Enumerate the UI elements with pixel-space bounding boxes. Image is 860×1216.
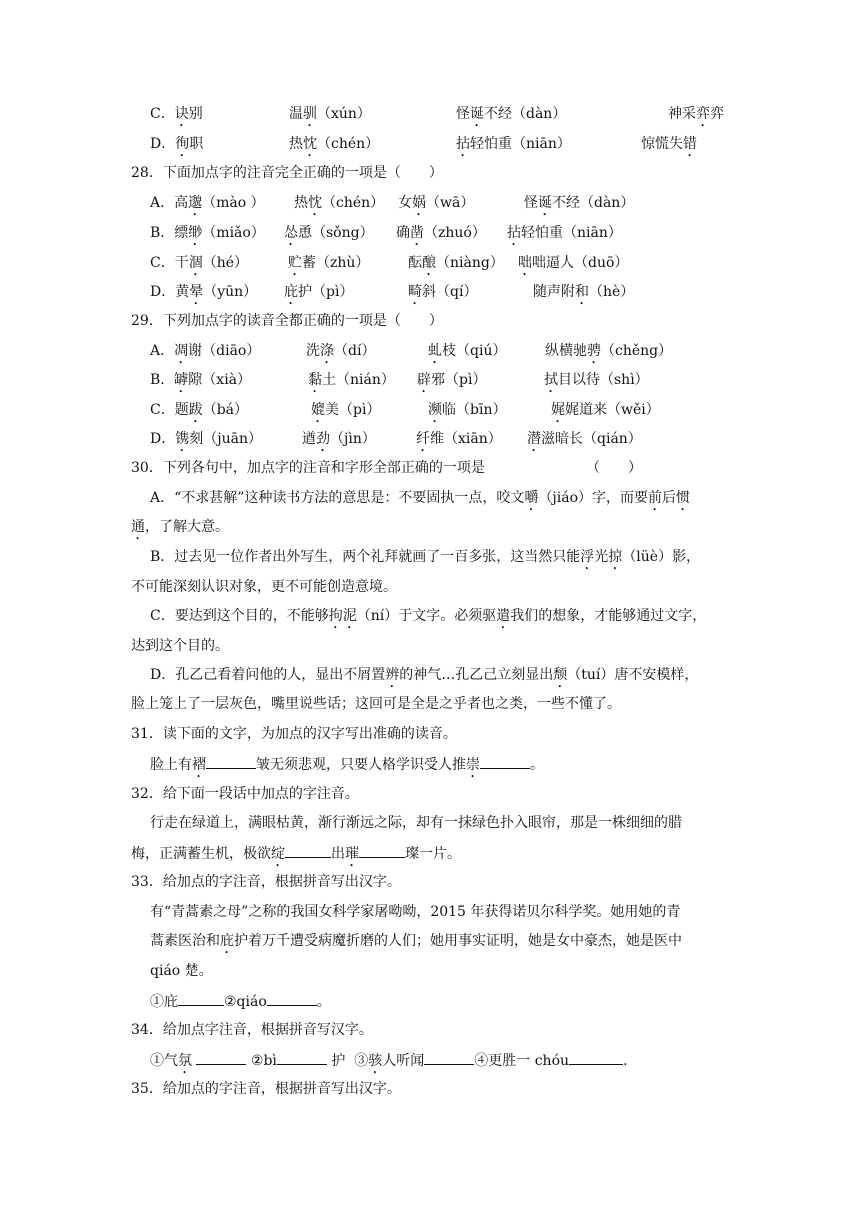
q32-para-line2: 梅，正满蓄生机，极欲绽 出璀 璨一片。: [131, 843, 461, 865]
q28-c-1: C．干涸（hé）: [150, 255, 249, 271]
q31-blank-1[interactable]: [206, 754, 256, 769]
q27-d-4: 惊慌失错: [641, 136, 697, 152]
q29-c-4: 娓娓道来（wěi）: [551, 402, 660, 418]
q29-c-2: 媲美（pì）: [311, 402, 381, 418]
q27-d-2: 热忱（chén）: [289, 136, 380, 152]
q28-d-3: 畸斜（qí）: [408, 284, 478, 300]
q28-d-2: 庇护（pì）: [284, 284, 354, 300]
q28-c-2: 贮蓄（zhù）: [288, 255, 370, 271]
q30-d-line1: D．孔乙己看着问他的人，显出不屑置辨的神气…孔乙己立刻显出颓（tuí）唐不安模样，: [150, 667, 699, 683]
q28-stem: 28．下面加点字的注音完全正确的一项是（ ）: [131, 165, 443, 181]
q29-b-4: 拭目以待（shì）: [544, 372, 649, 388]
q27-c-1: C．诀别: [150, 106, 203, 122]
q33-blank-2[interactable]: [267, 991, 317, 1006]
q32-para-line1: 行走在绿道上，满眼枯黄，渐行渐远之际，却有一抹绿色扑入眼帘，那是一株细细的腊: [150, 815, 682, 831]
q31-stem: 31．读下面的文字，为加点的汉字写出准确的读音。: [131, 726, 457, 742]
q34-answers: ①气氛 ②bì 护 ③骇人听闻 ④更胜一 chóu .: [150, 1050, 627, 1072]
q29-a-4: 纵横驰骋（chěng）: [545, 343, 673, 359]
q29-a-3: 虬枝（qiú）: [428, 343, 507, 359]
q29-d-4: 潜滋暗长（qián）: [527, 431, 642, 447]
q29-stem: 29．下列加点字的读音全都正确的一项是（ ）: [131, 313, 443, 329]
q34-blank-1[interactable]: [196, 1050, 246, 1065]
q27-d-3: 拈轻怕重（niān）: [456, 136, 571, 152]
q33-para-line3: qiáo 楚。: [150, 963, 213, 979]
q30-d-line2: 脸上笼上了一层灰色，嘴里说些话；这回可是全是之乎者也之类，一些不懂了。: [131, 696, 621, 712]
q34-stem: 34．给加点字注音，根据拼音写汉字。: [131, 1022, 373, 1038]
q30-c-line1: C．要达到这个目的，不能够拘泥（ní）于文字。必须驱遣我们的想象，才能够通过文字，: [150, 608, 707, 624]
q28-c-4: 咄咄逼人（duō）: [518, 255, 629, 271]
q33-answers: ①庇 ②qiáo 。: [150, 991, 331, 1013]
q30-a-line2: 通，了解大意。: [131, 519, 229, 535]
q28-a-2: 热忱（chén）: [294, 195, 385, 211]
q29-d-1: D．镌刻（juān）: [150, 431, 262, 447]
q34-blank-2[interactable]: [277, 1050, 327, 1065]
q28-a-4: 怪诞不经（dàn）: [524, 195, 635, 211]
q33-para-line2: 蒿素医治和庇护着万千遭受病魔折磨的人们；她用事实证明，她是女中豪杰，她是医中: [150, 933, 682, 949]
q29-c-3: 濒临（bīn）: [428, 402, 507, 418]
q29-b-3: 辟邪（pì）: [417, 372, 487, 388]
q32-stem: 32．给下面一段话中加点的字注音。: [131, 786, 359, 802]
q32-blank-2[interactable]: [359, 843, 405, 858]
q30-c-line2: 达到这个目的。: [131, 638, 229, 654]
q33-para-line1: 有“青蒿素之母”之称的我国女科学家屠呦呦，2015 年获得诺贝尔科学奖。她用她的青: [150, 904, 681, 920]
q28-a-1: A．高邈（mào ）: [150, 195, 265, 211]
q29-c-1: C．题跋（bá）: [150, 402, 249, 418]
q27-d-1: D．徇职: [150, 136, 204, 152]
q30-stem: 30．下列各句中，加点字的注音和字形全部正确的一项是: [131, 460, 485, 476]
q27-c-3: 怪诞不经（dàn）: [456, 106, 567, 122]
q32-blank-1[interactable]: [285, 843, 331, 858]
q29-d-3: 纤维（xiān）: [416, 431, 502, 447]
q28-c-3: 酝酿（niàng）: [408, 255, 504, 271]
q30-b-line2: 不可能深刻认识对象，更不可能创造意境。: [131, 579, 397, 595]
q35-stem: 35．给加点的字注音，根据拼音写出汉字。: [131, 1081, 401, 1097]
q27-c-2: 温驯（xún）: [289, 106, 371, 122]
q29-d-2: 遒劲（jìn）: [302, 431, 376, 447]
q28-d-4: 随声附和（hè）: [533, 284, 635, 300]
q28-a-3: 女娲（wā）: [398, 195, 475, 211]
q34-blank-4[interactable]: [569, 1050, 623, 1065]
q28-b-4: 拈轻怕重（niān）: [507, 225, 622, 241]
q33-blank-1[interactable]: [178, 991, 224, 1006]
q29-b-1: B．罅隙（xià）: [150, 372, 252, 388]
q29-a-2: 洗涤（dí）: [306, 343, 376, 359]
q29-b-2: 黏土（nián）: [308, 372, 395, 388]
q27-c-4: 神采弈弈: [668, 106, 724, 122]
q34-blank-3[interactable]: [424, 1050, 474, 1065]
q28-b-2: 怂恿（sǒng）: [284, 225, 374, 241]
q33-stem: 33．给加点的字注音，根据拼音写出汉字。: [131, 874, 401, 890]
q30-a-line1: A．“不求甚解”这种读书方法的意思是：不要固执一点，咬文嚼（jiáo）字，而要前后惯: [150, 490, 691, 506]
q28-b-1: B．缥缈（miǎo）: [150, 225, 265, 241]
q31-blank-2[interactable]: [480, 754, 530, 769]
q30-b-line1: B．过去见一位作者出外写生，两个礼拜就画了一百多张，这当然只能浮光掠（lüè）影，: [150, 549, 701, 565]
q30-answer-paren: （ ）: [586, 460, 642, 476]
q31-text: 脸上有褶 皱无须悲观，只要人格学识受人推崇 。: [150, 754, 544, 776]
q29-a-1: A．凋谢（diāo）: [150, 343, 261, 359]
q28-d-1: D．黄晕（yūn）: [150, 284, 258, 300]
q28-b-3: 确凿（zhuó）: [396, 225, 486, 241]
